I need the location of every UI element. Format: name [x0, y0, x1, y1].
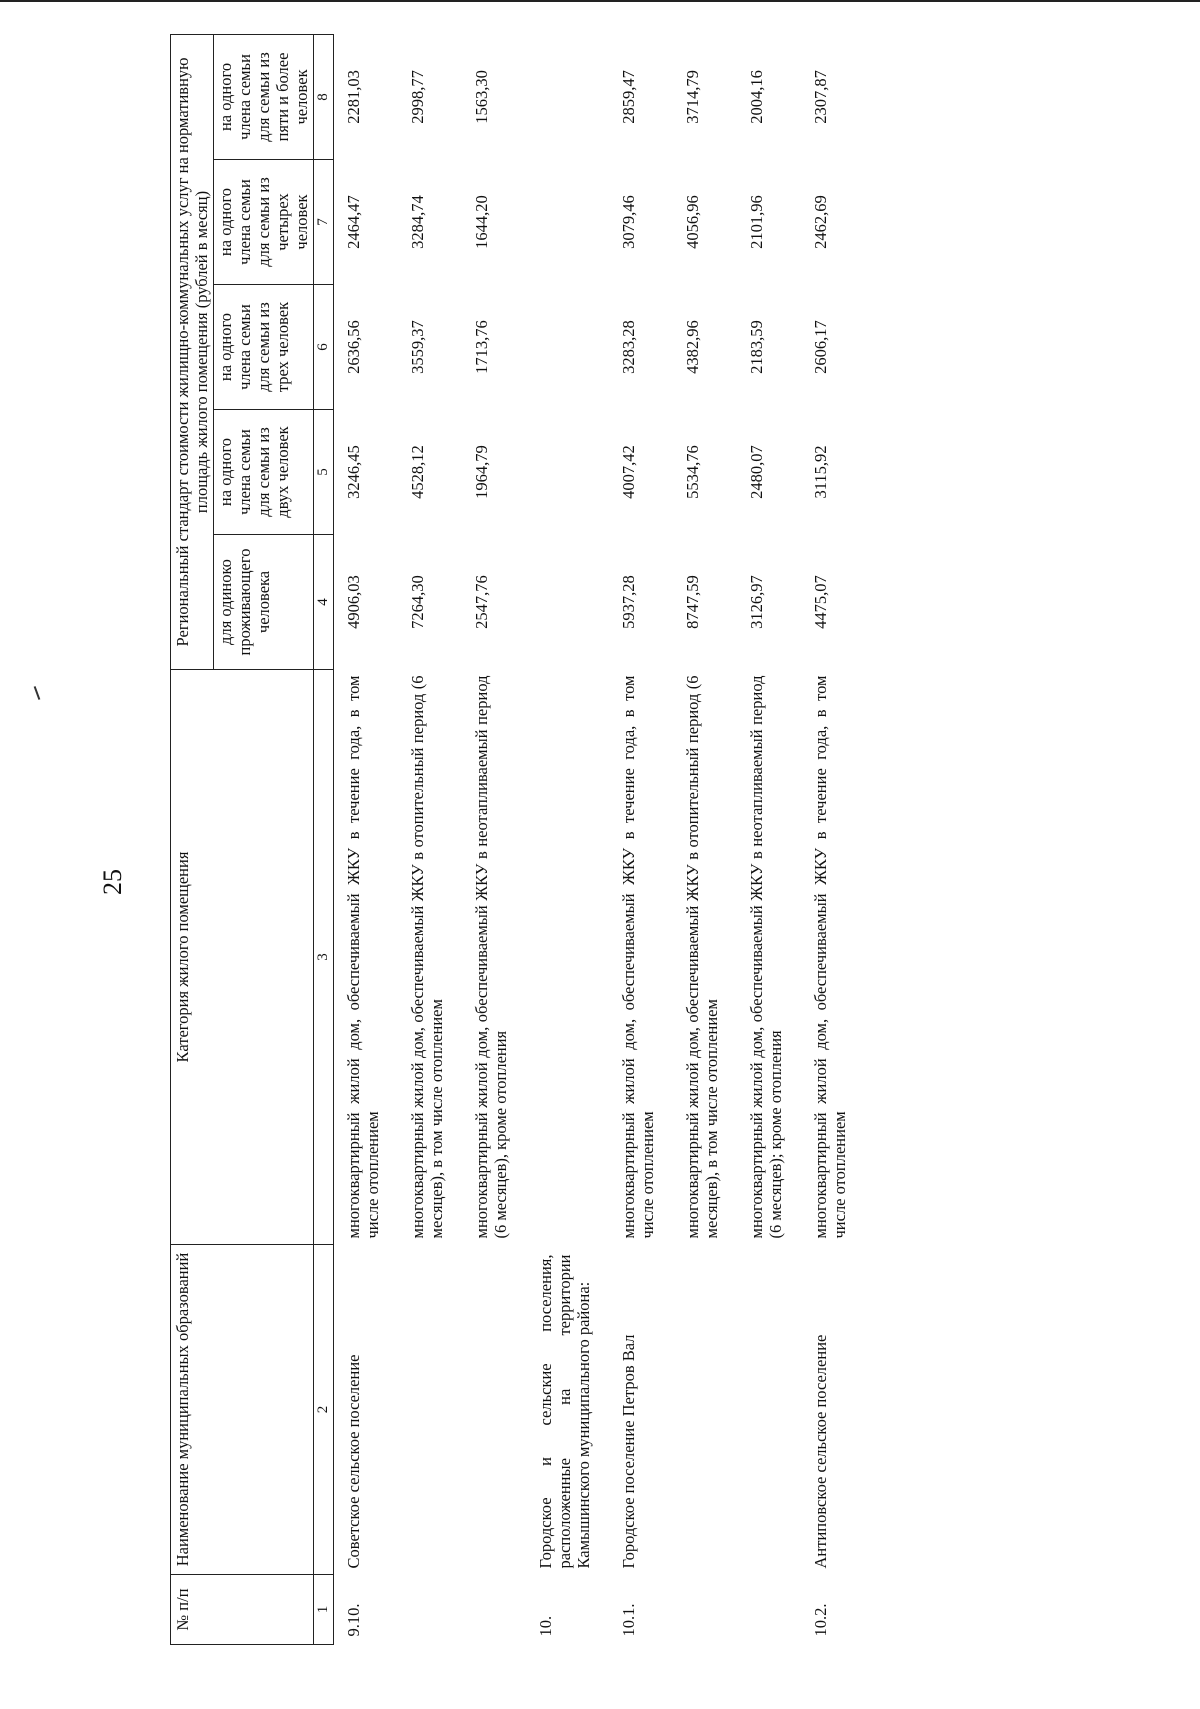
value-cell: 2606,17 — [811, 320, 830, 374]
municipality-name: Советское сельское поселение — [344, 1354, 363, 1569]
table-row — [526, 34, 609, 1644]
header-family-3: на одного члена семьи для семьи из трех человек — [214, 285, 314, 410]
table-row — [334, 34, 399, 1644]
value-cell: 4056,96 — [683, 195, 702, 249]
header-single: для одиноко проживающего человека — [214, 535, 314, 670]
value-cell: 2281,03 — [344, 70, 363, 124]
category-desc: многоквартирный жилой дом, обеспечиваемый ЖКУ в течение года, в том числе отоплением — [344, 675, 382, 1239]
value-cell: 7264,30 — [408, 575, 427, 629]
table-row — [737, 34, 801, 1644]
value-cell: 3559,37 — [408, 320, 427, 374]
category-desc: многоквартирный жилой дом, обеспечиваемый ЖКУ в течение года, в том числе отоплением — [811, 675, 849, 1239]
value-cell: 8747,59 — [683, 575, 702, 629]
table-row — [398, 34, 462, 1644]
table-row — [673, 34, 737, 1644]
col-number: 2 — [314, 1245, 334, 1575]
header-regional-standard: Региональный стандарт стоимости жилищно-коммунальных услуг на нормативную площадь жилого помещения (рублей в месяц) — [171, 34, 214, 669]
value-cell: 2004,16 — [747, 70, 766, 124]
col-number: 1 — [314, 1575, 334, 1645]
scan-mark — [34, 686, 41, 700]
municipality-group-name: Городское и сельские поселения, расположенные на территории Камышинского муниципального района: — [536, 1254, 593, 1569]
value-cell: 2307,87 — [811, 70, 830, 124]
header-family-4: на одного члена семьи для семьи из четырех человек — [214, 160, 314, 285]
value-cell: 4906,03 — [344, 575, 363, 629]
value-cell: 4475,07 — [811, 575, 830, 629]
value-cell: 2464,47 — [344, 195, 363, 249]
value-cell: 3079,46 — [619, 195, 638, 249]
value-cell: 1563,30 — [472, 70, 491, 124]
table-row — [462, 34, 526, 1644]
value-cell: 2859,47 — [619, 70, 638, 124]
row-number: 10.1. — [619, 1603, 638, 1637]
value-cell: 4528,12 — [408, 445, 427, 499]
value-cell: 1644,20 — [472, 195, 491, 249]
rotated-page — [170, 35, 1200, 1645]
col-number: 6 — [314, 285, 334, 410]
header-municipality: Наименование муниципальных образований — [171, 1245, 314, 1575]
col-number: 5 — [314, 410, 334, 535]
value-cell: 3115,92 — [811, 445, 830, 499]
value-cell: 2101,96 — [747, 195, 766, 249]
category-desc: многоквартирный жилой дом, обеспечиваемый ЖКУ в отопительный период (6 месяцев), в том числе отоплением — [683, 675, 721, 1239]
category-desc: многоквартирный жилой дом, обеспечиваемый ЖКУ в неотапливаемый период (6 месяцев); кроме отопления — [747, 675, 785, 1239]
col-number: 4 — [314, 535, 334, 670]
header-category: Категория жилого помещения — [171, 670, 314, 1245]
col-number: 8 — [314, 34, 334, 159]
category-desc: многоквартирный жилой дом, обеспечиваемый ЖКУ в неотапливаемый период (6 месяцев), кроме отопления — [472, 675, 510, 1239]
value-cell: 3714,79 — [683, 70, 702, 124]
header-family-2: на одного члена семьи для семьи из двух человек — [214, 410, 314, 535]
value-cell: 3283,28 — [619, 320, 638, 374]
cost-standard-table — [170, 34, 865, 1645]
value-cell: 2462,69 — [811, 195, 830, 249]
table-row — [801, 34, 865, 1644]
value-cell: 2636,56 — [344, 320, 363, 374]
category-desc: многоквартирный жилой дом, обеспечиваемый ЖКУ в течение года, в том числе отоплением — [619, 675, 657, 1239]
municipality-name: Антиповское сельское поселение — [811, 1334, 830, 1569]
col-number: 3 — [314, 670, 334, 1245]
table-row — [609, 34, 673, 1644]
category-desc: многоквартирный жилой дом, обеспечиваемый ЖКУ в отопительный период (6 месяцев), в том числе отоплением — [408, 675, 446, 1239]
scan-top-border — [0, 0, 1200, 2]
value-cell: 4007,42 — [619, 445, 638, 499]
header-no: № п/п — [171, 1575, 314, 1645]
value-cell: 5937,28 — [619, 575, 638, 629]
value-cell: 2998,77 — [408, 70, 427, 124]
value-cell: 2480,07 — [747, 445, 766, 499]
value-cell: 1713,76 — [472, 320, 491, 374]
value-cell: 3284,74 — [408, 195, 427, 249]
value-cell: 3126,97 — [747, 575, 766, 629]
col-number: 7 — [314, 160, 334, 285]
row-number: 9.10. — [344, 1603, 363, 1637]
municipality-name: Городское поселение Петров Вал — [619, 1334, 638, 1569]
value-cell: 4382,96 — [683, 320, 702, 374]
value-cell: 2183,59 — [747, 320, 766, 374]
value-cell: 1964,79 — [472, 445, 491, 499]
value-cell: 3246,45 — [344, 445, 363, 499]
value-cell: 5534,76 — [683, 445, 702, 499]
page-number: 25 — [98, 869, 127, 895]
column-numbers-row — [314, 34, 334, 1644]
row-number: 10.2. — [811, 1603, 830, 1637]
header-family-5: на одного члена семьи для семьи из пяти и более человек — [214, 34, 314, 159]
row-number: 10. — [536, 1615, 555, 1637]
value-cell: 2547,76 — [472, 575, 491, 629]
